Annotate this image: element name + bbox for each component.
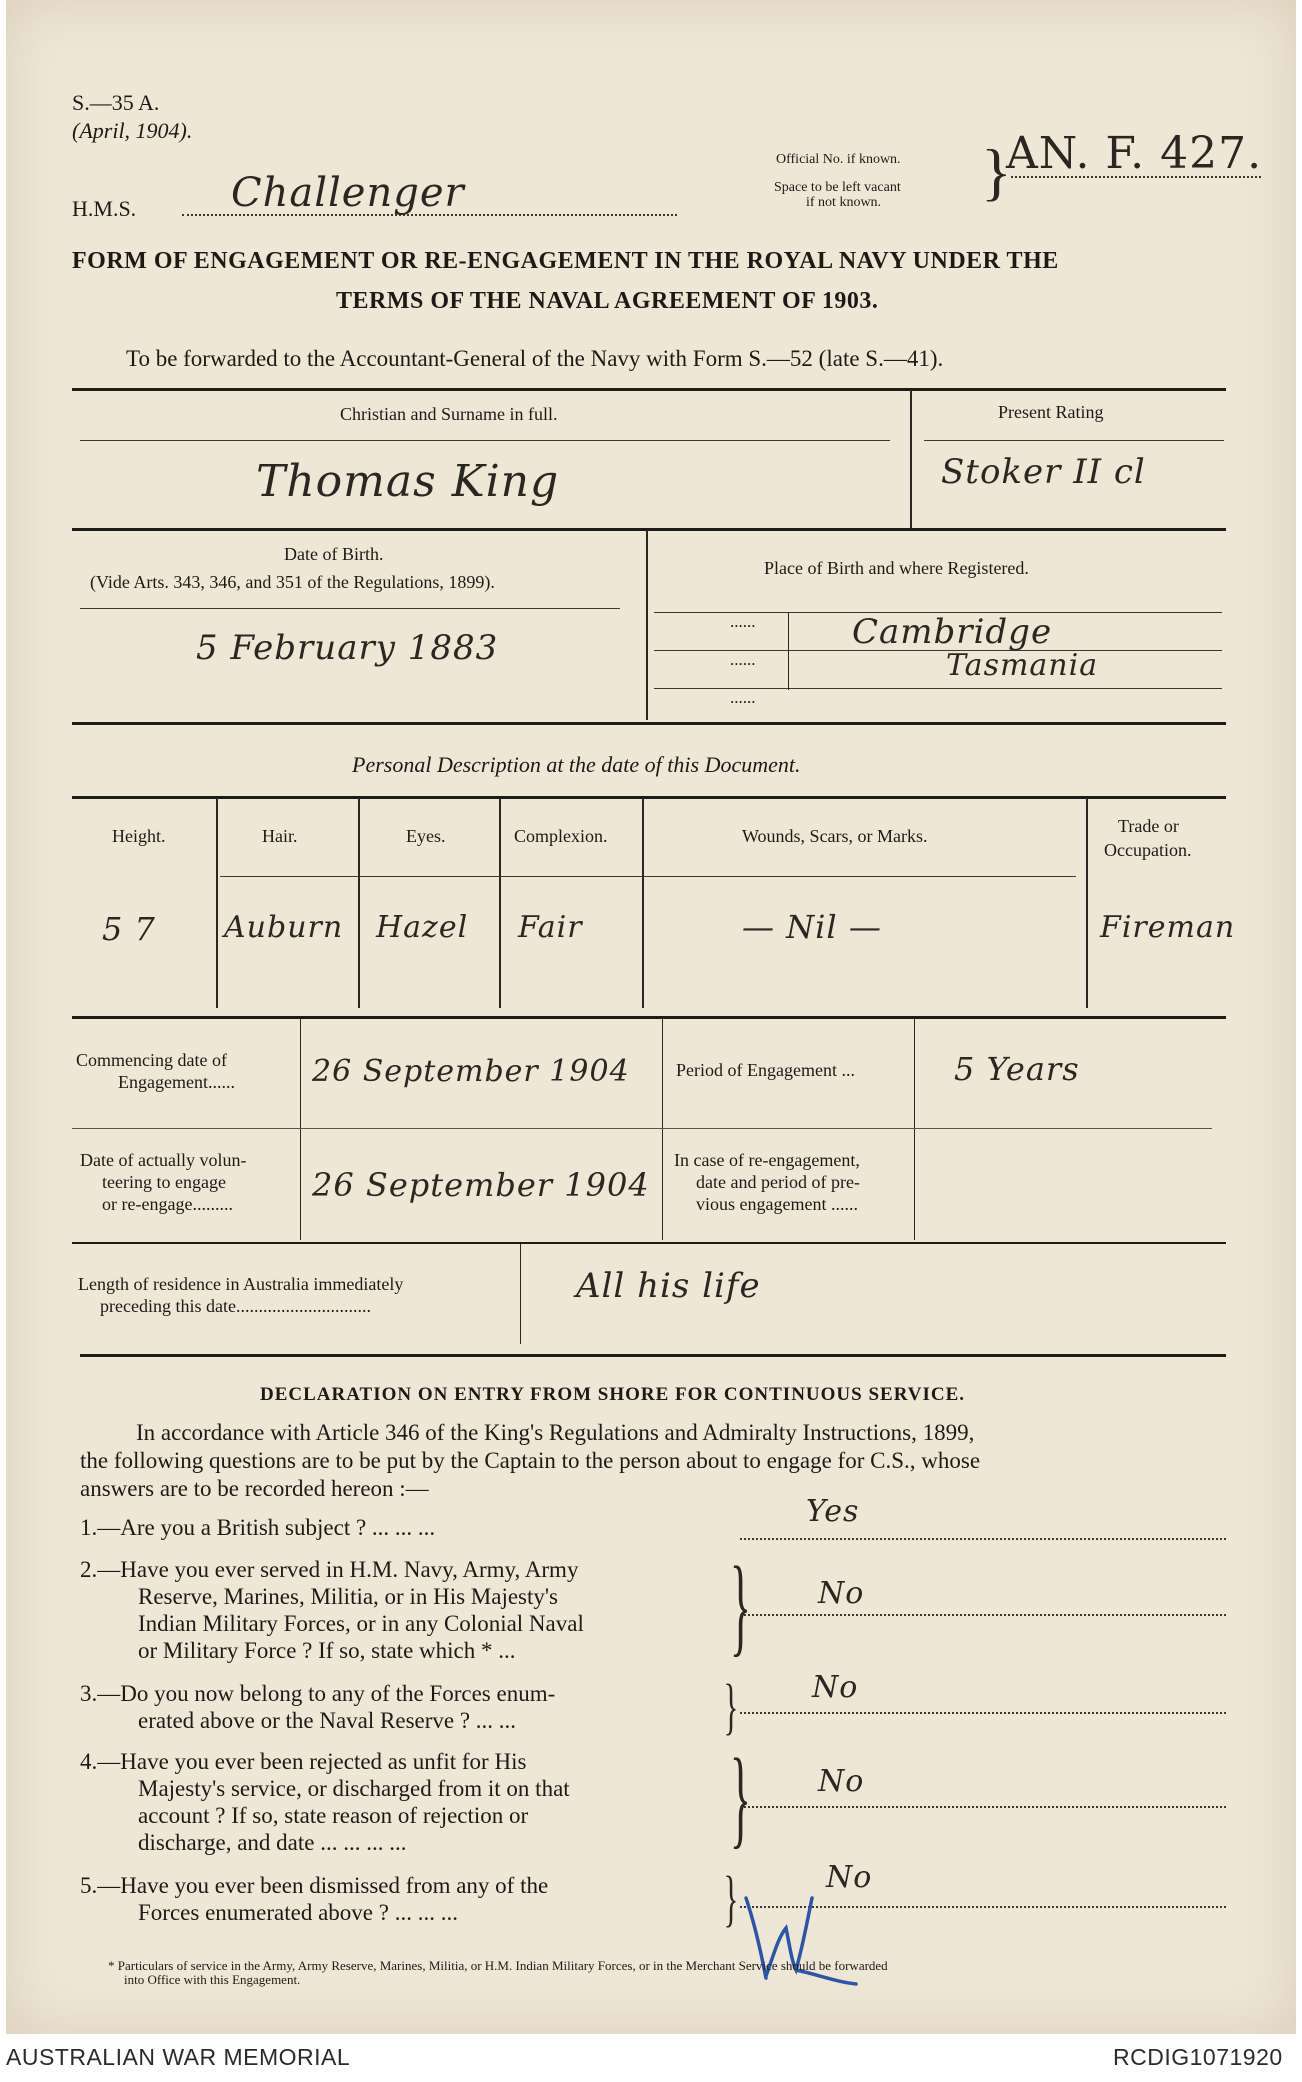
date-of-birth: 5 February 1883	[196, 628, 499, 668]
pob-dots-3: ......	[730, 688, 756, 707]
name-label: Christian and Surname in full.	[340, 404, 558, 424]
hms-label: H.M.S.	[72, 196, 137, 221]
col-divider-3	[499, 798, 501, 1008]
name-under-line	[80, 440, 890, 441]
table-top-rule	[72, 796, 1226, 799]
pob-label: Place of Birth and where Registered.	[764, 558, 1029, 578]
brace-3-icon: }	[723, 1673, 739, 1741]
declaration-intro-3: answers are to be recorded hereon :—	[80, 1476, 429, 1501]
declaration-heading: DECLARATION ON ENTRY FROM SHORE FOR CONTINUOUS SERVICE.	[260, 1384, 966, 1405]
reengagement-label-1: In case of re-engagement,	[674, 1150, 860, 1170]
question-4-line-3: account ? If so, state reason of rejection or	[138, 1803, 529, 1828]
declaration-intro-1: In accordance with Article 346 of the King's Regulations and Admiralty Instructions, 1899,	[136, 1420, 975, 1445]
birth-divider	[646, 530, 648, 720]
rating-label: Present Rating	[998, 402, 1104, 422]
question-2-line-4: or Military Force ? If so, state which * ...	[138, 1638, 516, 1663]
question-2-line-3: Indian Military Forces, or in any Colonial Naval	[138, 1611, 584, 1636]
question-3-line-2: erated above or the Naval Reserve ? ... ...	[138, 1708, 517, 1733]
residence-label-1: Length of residence in Australia immediately	[78, 1274, 404, 1294]
volunteer-label-2: teering to engage	[102, 1172, 226, 1192]
rating-divider	[910, 390, 912, 528]
description-rule	[72, 722, 1226, 725]
pob-inner-divider	[788, 612, 789, 690]
brace-2-icon: }	[729, 1544, 751, 1666]
birth-rule	[72, 528, 1226, 531]
space-label-2: if not known.	[806, 195, 882, 210]
brace-icon: }	[981, 136, 1012, 207]
question-2-line-1: 2.—Have you ever served in H.M. Navy, Army, Army	[80, 1557, 579, 1582]
brace-4-icon: }	[729, 1736, 751, 1858]
residence-rule	[72, 1242, 1226, 1244]
answer-line-2	[740, 1614, 1226, 1616]
header-trade-2: Occupation.	[1104, 840, 1192, 860]
full-name: Thomas King	[256, 456, 560, 507]
question-3-line-1: 3.—Do you now belong to any of the Forces enum-	[80, 1681, 556, 1706]
declaration-intro-2: the following questions are to be put by the Captain to the person about to engage for C.S., whose	[80, 1448, 981, 1473]
complexion-value: Fair	[518, 910, 583, 945]
col-divider-2	[358, 798, 360, 1008]
answer-1: Yes	[806, 1494, 860, 1529]
answer-3: No	[812, 1670, 859, 1705]
eng-divider-1	[300, 1018, 301, 1240]
question-5-line-1: 5.—Have you ever been dismissed from any of the	[80, 1873, 549, 1898]
header-hair: Hair.	[262, 826, 298, 846]
form-date: (April, 1904).	[72, 118, 193, 143]
description-heading: Personal Description at the date of this Document.	[352, 752, 801, 777]
rating-under-line	[924, 440, 1224, 441]
col-divider-4	[642, 798, 644, 1008]
form-number: S.—35 A.	[72, 90, 160, 115]
answer-line-1	[740, 1538, 1226, 1540]
answer-line-3	[740, 1712, 1226, 1714]
residence-value: All his life	[576, 1266, 761, 1306]
footnote-1: * Particulars of service in the Army, Army Reserve, Marines, Militia, or H.M. Indian Military Forces, or in the Merchant Service should be forwarded	[108, 1958, 888, 1973]
residence-divider	[520, 1244, 521, 1344]
engagement-rule	[72, 1016, 1226, 1019]
place-of-birth-2: Tasmania	[946, 648, 1099, 683]
question-2-line-2: Reserve, Marines, Militia, or in His Majesty's	[138, 1584, 558, 1609]
volunteer-label-1: Date of actually volun-	[80, 1150, 247, 1170]
volunteer-date: 26 September 1904	[312, 1166, 650, 1204]
answer-5: No	[826, 1860, 873, 1895]
document-page	[6, 0, 1296, 2034]
declaration-rule	[80, 1354, 1226, 1357]
form-title-1: FORM OF ENGAGEMENT OR RE-ENGAGEMENT IN THE ROYAL NAVY UNDER THE	[72, 248, 1059, 274]
dob-under-line	[80, 608, 620, 609]
header-trade-1: Trade or	[1118, 816, 1179, 836]
header-height: Height.	[112, 826, 166, 846]
volunteer-label-3: or re-engage.........	[102, 1194, 233, 1214]
pob-dots-1: ......	[730, 612, 756, 631]
marks-value: — Nil —	[742, 908, 882, 946]
space-label-1: Space to be left vacant	[774, 180, 901, 195]
blue-pencil-mark-icon	[726, 1858, 866, 1998]
footer-id: RCDIG1071920	[1113, 2044, 1283, 2070]
forward-note: To be forwarded to the Accountant-General of the Navy with Form S.—52 (late S.—41).	[126, 346, 944, 371]
answer-2: No	[818, 1576, 865, 1611]
pob-dots-2: ......	[730, 650, 756, 669]
header-marks: Wounds, Scars, or Marks.	[742, 826, 928, 846]
top-rule	[72, 388, 1226, 391]
question-4-line-4: discharge, and date ... ... ... ...	[138, 1830, 407, 1855]
col-divider-5	[1086, 798, 1088, 1008]
present-rating: Stoker II cl	[941, 452, 1146, 492]
eng-divider-2	[662, 1018, 663, 1240]
answer-line-4	[740, 1806, 1226, 1808]
footer-credit: AUSTRALIAN WAR MEMORIAL	[6, 2044, 351, 2070]
footnote-2: into Office with this Engagement.	[124, 1972, 301, 1987]
official-no-label: Official No. if known.	[776, 152, 901, 167]
ship-name: Challenger	[231, 170, 465, 216]
reengagement-label-2: date and period of pre-	[696, 1172, 860, 1192]
hair-value: Auburn	[224, 910, 344, 945]
question-5-line-2: Forces enumerated above ? ... ... ...	[138, 1900, 458, 1925]
eyes-value: Hazel	[376, 910, 469, 945]
question-1: 1.—Are you a British subject ? ... ... ...	[80, 1515, 436, 1540]
period-label: Period of Engagement ...	[676, 1060, 855, 1080]
header-complexion: Complexion.	[514, 826, 608, 846]
engagement-mid-line	[72, 1128, 1212, 1129]
residence-label-2: preceding this date..............................	[100, 1296, 371, 1316]
form-title-2: TERMS OF THE NAVAL AGREEMENT OF 1903.	[336, 288, 879, 314]
commencing-date: 26 September 1904	[312, 1054, 630, 1089]
eng-divider-3	[914, 1018, 915, 1240]
place-of-birth-1: Cambridge	[852, 612, 1053, 652]
header-under-line	[220, 876, 1076, 877]
dob-label: Date of Birth.	[284, 544, 384, 564]
header-eyes: Eyes.	[406, 826, 446, 846]
answer-4: No	[818, 1764, 865, 1799]
commencing-label-1: Commencing date of	[76, 1050, 227, 1070]
question-4-line-1: 4.—Have you ever been rejected as unfit for His	[80, 1749, 527, 1774]
trade-value: Fireman	[1100, 910, 1236, 945]
period-value: 5 Years	[954, 1050, 1080, 1088]
dob-reference: (Vide Arts. 343, 346, and 351 of the Regulations, 1899).	[90, 572, 495, 592]
height-value: 5 7	[102, 910, 156, 948]
commencing-label-2: Engagement......	[118, 1072, 235, 1092]
col-divider-1	[216, 798, 218, 1008]
brace-5-icon: }	[723, 1865, 739, 1933]
official-number: AN. F. 427.	[1006, 128, 1263, 179]
question-4-line-2: Majesty's service, or discharged from it on that	[138, 1776, 570, 1801]
reengagement-label-3: vious engagement ......	[696, 1194, 858, 1214]
